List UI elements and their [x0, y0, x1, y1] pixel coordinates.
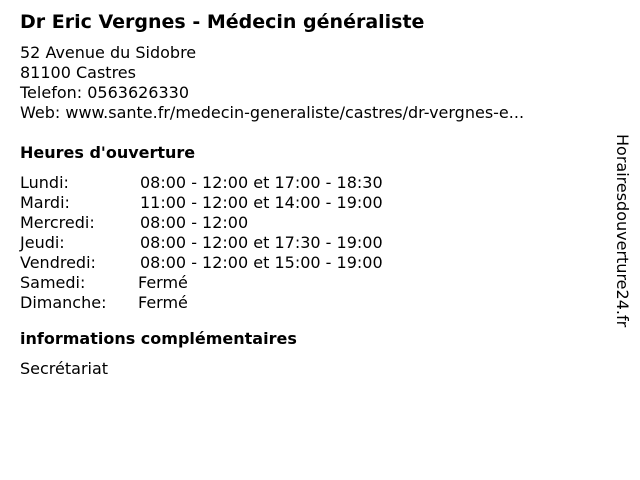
hours-row-saturday: [20, 273, 600, 293]
postal-city: 81100 Castres: [20, 63, 136, 82]
phone-number[interactable]: Telefon: 0563626330: [20, 83, 190, 102]
time-value: 11:00 - 12:00 et 14:00 - 19:00: [140, 193, 383, 212]
day-label: Vendredi:: [20, 253, 96, 272]
hours-row-monday: [20, 173, 600, 193]
hours-row-tuesday: [20, 193, 600, 213]
day-label: Mardi:: [20, 193, 70, 212]
site-watermark: Horairesdouverture24.fr: [613, 134, 632, 328]
page-title: Dr Eric Vergnes - Médecin généraliste: [20, 11, 425, 33]
website-link[interactable]: Web: www.sante.fr/medecin-generaliste/castres/dr-vergnes-e...: [20, 103, 525, 122]
hours-row-friday: [20, 253, 600, 273]
day-label: Jeudi:: [20, 233, 65, 252]
day-label: Samedi:: [20, 273, 86, 292]
time-value: 08:00 - 12:00: [140, 213, 249, 232]
hours-row-thursday: [20, 233, 600, 253]
hours-row-wednesday: [20, 213, 600, 233]
contact-block: [20, 43, 600, 123]
time-value: 08:00 - 12:00 et 17:30 - 19:00: [140, 233, 383, 252]
day-label: Dimanche:: [20, 293, 107, 312]
time-value: Fermé: [138, 293, 188, 312]
street-address: 52 Avenue du Sidobre: [20, 43, 197, 62]
additional-info-text: Secrétariat: [20, 359, 109, 378]
time-value: Fermé: [138, 273, 188, 292]
time-value: 08:00 - 12:00 et 17:00 - 18:30: [140, 173, 383, 192]
day-label: Lundi:: [20, 173, 69, 192]
opening-hours-table: [20, 173, 600, 313]
day-label: Mercredi:: [20, 213, 95, 232]
additional-info-heading: informations complémentaires: [20, 329, 297, 348]
listing-card: [20, 10, 600, 379]
hours-row-sunday: [20, 293, 600, 313]
opening-hours-heading: Heures d'ouverture: [20, 143, 196, 162]
time-value: 08:00 - 12:00 et 15:00 - 19:00: [140, 253, 383, 272]
